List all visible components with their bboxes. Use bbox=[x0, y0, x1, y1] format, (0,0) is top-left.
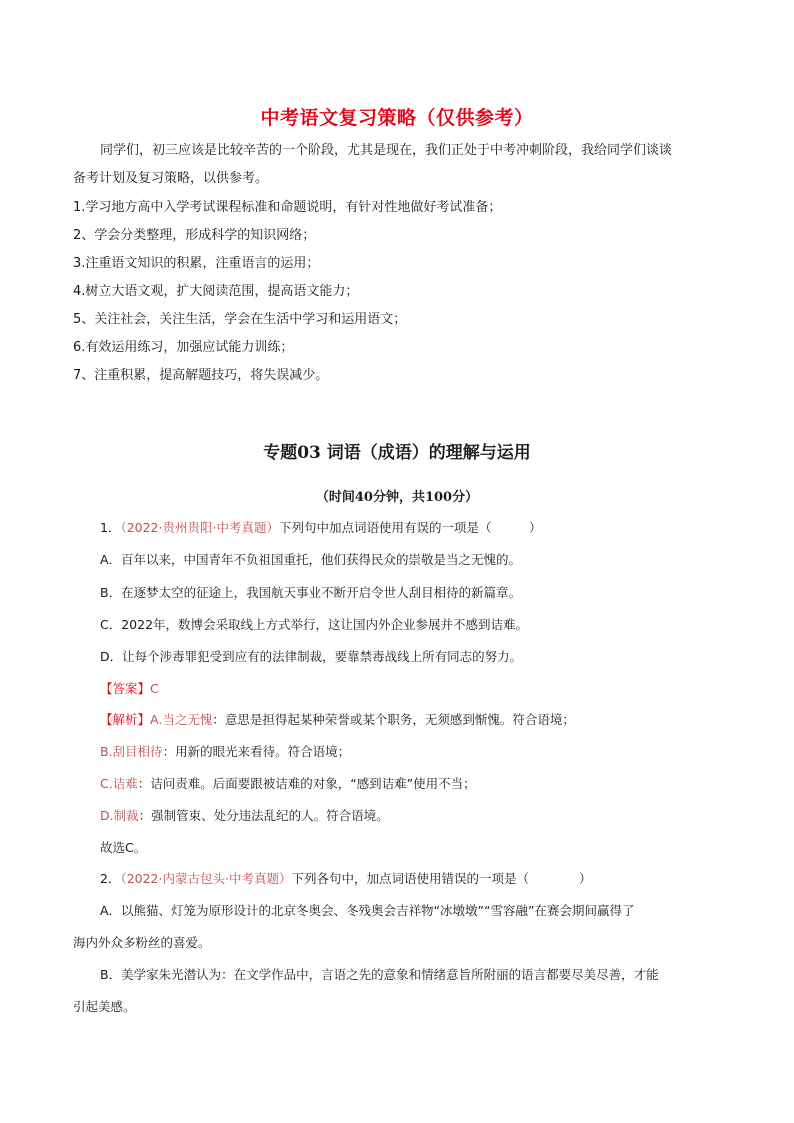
strategy-intro-line2: 备考计划及复习策略，以供参考。 bbox=[73, 171, 269, 186]
question-option: A．百年以来，中国青年不负祖国重托，他们获得民众的崇敬是当之无愧的。 bbox=[100, 552, 522, 567]
analysis-line bbox=[100, 775, 476, 793]
analysis-term: A.当之无愧 bbox=[150, 712, 213, 727]
topic-subtitle: （时间40分钟，共100分） bbox=[315, 490, 479, 505]
analysis-text: ：强制管束、处分违法乱纪的人。符合语境。 bbox=[138, 808, 389, 823]
analysis-line bbox=[100, 743, 350, 761]
question-number: 1． bbox=[100, 520, 121, 535]
strategy-item: 1.学习地方高中入学考试课程标准和命题说明，有针对性地做好考试准备； bbox=[73, 200, 502, 215]
analysis-line bbox=[100, 807, 389, 825]
analysis-line bbox=[100, 711, 575, 729]
answer-label: 【答案】 bbox=[100, 681, 151, 696]
analysis-term: D.制裁 bbox=[100, 808, 139, 823]
question-option: B．美学家朱光潜认为：在文学作品中，言语之先的意象和情绪意旨所附丽的语言都要尽美尽善，才能 bbox=[100, 967, 659, 982]
question-option-continued: 海内外众多粉丝的喜爱。 bbox=[73, 935, 211, 950]
question-option: B．在逐梦太空的征途上，我国航天事业不断开启令世人刮目相待的新篇章。 bbox=[100, 585, 522, 600]
answer-line bbox=[100, 680, 159, 698]
analysis-term: B.刮目相待 bbox=[100, 744, 163, 759]
question-2-stem-line bbox=[100, 870, 591, 888]
analysis-text: ：诘问责难。后面要跟被诘难的对象，“感到诘难”使用不当； bbox=[137, 776, 476, 791]
strategy-item: 4.树立大语文观，扩大阅读范围，提高语文能力； bbox=[73, 284, 359, 299]
strategy-item: 5、关注社会，关注生活，学会在生活中学习和运用语文； bbox=[73, 312, 407, 327]
question-source: （2022·内蒙古包头·中考真题） bbox=[120, 871, 292, 886]
question-number: 2． bbox=[100, 871, 121, 886]
strategy-title: 中考语文复习策略（仅供参考） bbox=[260, 107, 534, 129]
question-1-stem-line bbox=[100, 519, 541, 537]
analysis-text: ：意思是担得起某种荣誉或某个职务，无须感到惭愧。符合语境； bbox=[212, 712, 575, 727]
question-option-continued: 引起美感。 bbox=[73, 999, 136, 1014]
strategy-intro-line1: 同学们，初三应该是比较辛苦的一个阶段，尤其是现在，我们正处于中考冲刺阶段，我给同学们谈谈 bbox=[100, 143, 673, 158]
question-option: D．让每个涉毒罪犯受到应有的法律制裁，要靠禁毒战线上所有同志的努力。 bbox=[100, 649, 523, 664]
strategy-item: 3.注重语文知识的积累，注重语言的运用； bbox=[73, 256, 320, 271]
analysis-label: 【解析】 bbox=[100, 712, 151, 727]
strategy-item: 6.有效运用练习，加强应试能力训练； bbox=[73, 340, 294, 355]
analysis-text: ：用新的眼光来看待。符合语境； bbox=[162, 744, 351, 759]
question-source: （2022·贵州贵阳·中考真题） bbox=[120, 520, 279, 535]
question-stem: 下列各句中，加点词语使用错误的一项是（ ） bbox=[291, 871, 592, 886]
strategy-item: 2、学会分类整理，形成科学的知识网络； bbox=[73, 228, 316, 243]
answer-value: C bbox=[150, 681, 159, 696]
question-stem: 下列句中加点词语使用有误的一项是（ ） bbox=[278, 520, 542, 535]
question-option: C．2022年，数博会采取线上方式举行，这让国内外企业参展并不感到诘难。 bbox=[100, 617, 529, 632]
question-option: A．以熊猫、灯笼为原形设计的北京冬奥会、冬残奥会吉祥物“冰墩墩”“雪容融”在赛会期间赢得了 bbox=[100, 903, 635, 918]
topic-title: 专题03 词语（成语）的理解与运用 bbox=[263, 443, 531, 463]
strategy-item: 7、注重积累，提高解题技巧，将失误减少。 bbox=[73, 368, 329, 383]
analysis-term: C.诘难 bbox=[100, 776, 138, 791]
analysis-conclusion: 故选C。 bbox=[100, 840, 147, 855]
